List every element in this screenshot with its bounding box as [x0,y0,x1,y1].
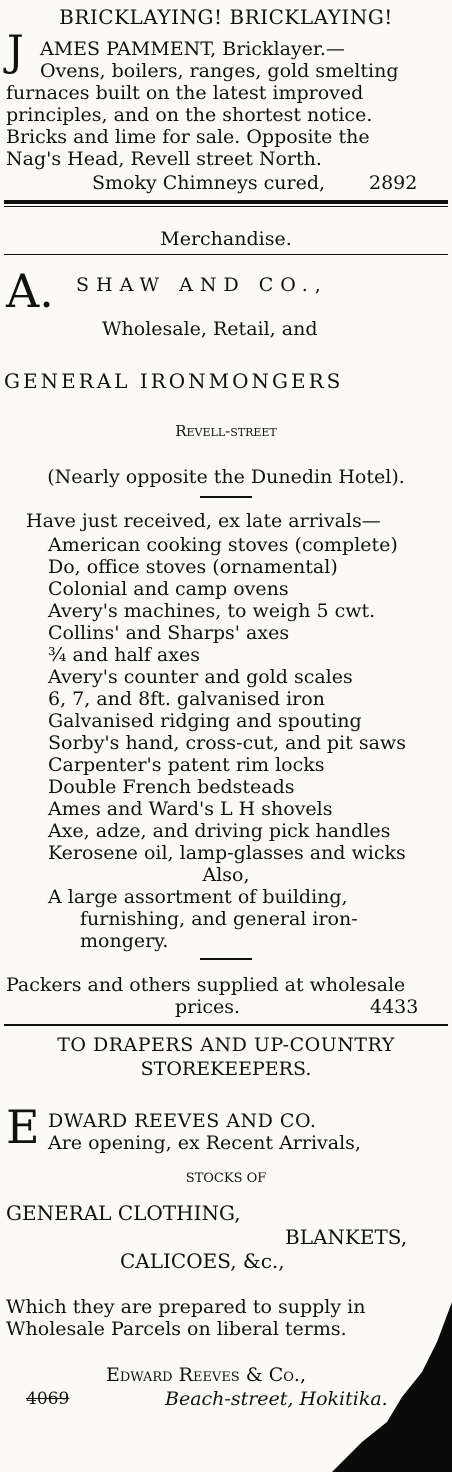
shaw-packers: Packers and others supplied at wholesale [6,974,406,996]
reeves-opening: Are opening, ex Recent Arrivals, [48,1132,361,1154]
shaw-item: Double French bedsteads [48,776,295,798]
shaw-ref: 4433 [370,996,419,1018]
shaw-item: Avery's counter and gold scales [48,666,353,688]
shaw-prices: prices. [175,996,240,1018]
torn-corner-shadow [332,1302,452,1472]
shaw-short-rule-2 [200,958,252,960]
shaw-item: Sorby's hand, cross-cut, and pit saws [48,732,406,754]
shaw-item: Ames and Ward's L H shovels [48,798,333,820]
shaw-item: Do, office stoves (ornamental) [48,556,338,578]
section-rule [4,254,448,255]
shaw-item: Galvanised ridging and spouting [48,710,362,732]
reeves-calicoes: CALICOES, &c., [120,1249,285,1273]
reeves-which-1: Which they are prepared to supply in [6,1296,366,1318]
shaw-short-rule-1 [200,496,252,498]
bricklaying-headline: BRICKLAYING! BRICKLAYING! [59,5,393,29]
shaw-firm: SHAW AND CO., [76,274,328,296]
bricklaying-line-5: Bricks and lime for sale. Opposite the [6,126,370,148]
shaw-item: Avery's machines, to weigh 5 cwt. [48,600,376,622]
shaw-item: American cooking stoves (complete) [48,534,398,556]
shaw-item: Carpenter's patent rim locks [48,754,325,776]
bricklaying-line-6: Nag's Head, Revell street North. [6,148,322,170]
shaw-item: 6, 7, and 8ft. galvanised iron [48,688,325,710]
section-rule-2 [4,1024,448,1026]
reeves-blankets: BLANKETS, [285,1225,408,1249]
bricklaying-footer: Smoky Chimneys cured, [92,172,326,194]
reeves-which-2: Wholesale Parcels on liberal terms. [6,1318,347,1340]
reeves-stocks: STOCKS OF [185,1171,267,1186]
thin-rule [4,206,448,207]
shaw-item: ¾ and half axes [48,644,200,666]
shaw-item: Collins' and Sharps' axes [48,622,290,644]
bricklaying-dropcap: J [7,26,24,75]
shaw-heading: GENERAL IRONMONGERS [4,369,344,393]
reeves-ref: 4069 [26,1389,70,1409]
shaw-also: Also, [202,864,250,886]
shaw-large-2: furnishing, and general iron- [80,908,358,930]
shaw-item: Kerosene oil, lamp-glasses and wicks [48,842,406,864]
bricklaying-line-2: Ovens, boilers, ranges, gold smelting [40,60,399,82]
section-title: Merchandise. [160,228,292,250]
bricklaying-line-3: furnaces built on the latest improved [6,82,364,104]
reeves-gc: GENERAL CLOTHING, [6,1201,241,1225]
shaw-item: Colonial and camp ovens [48,578,289,600]
reeves-firm: DWARD REEVES AND CO. [48,1110,317,1132]
reeves-dropcap: E [6,1100,40,1154]
shaw-subtitle: Wholesale, Retail, and [102,318,318,340]
bricklaying-line-1: AMES PAMMENT, Bricklayer.— [40,38,345,60]
shaw-large-1: A large assortment of building, [48,886,348,908]
reeves-heading-2: STOREKEEPERS. [140,1058,312,1080]
reeves-signature-2: Beach-street, Hokitika. [165,1388,388,1410]
shaw-item: Axe, adze, and driving pick handles [48,820,391,842]
shaw-large-3: mongery. [80,930,169,952]
bricklaying-ref: 2892 [369,172,418,194]
reeves-heading-1: TO DRAPERS AND UP-COUNTRY [57,1034,395,1056]
shaw-intro: Have just received, ex late arrivals— [26,510,381,532]
thick-rule [4,200,448,204]
reeves-signature-1: Edward Reeves & Co., [106,1364,306,1386]
shaw-street: Revell-street [175,422,277,440]
bricklaying-line-4: principles, and on the shortest notice. [6,104,373,126]
shaw-dropcap: A. [6,264,54,318]
shaw-location: (Nearly opposite the Dunedin Hotel). [47,466,405,488]
